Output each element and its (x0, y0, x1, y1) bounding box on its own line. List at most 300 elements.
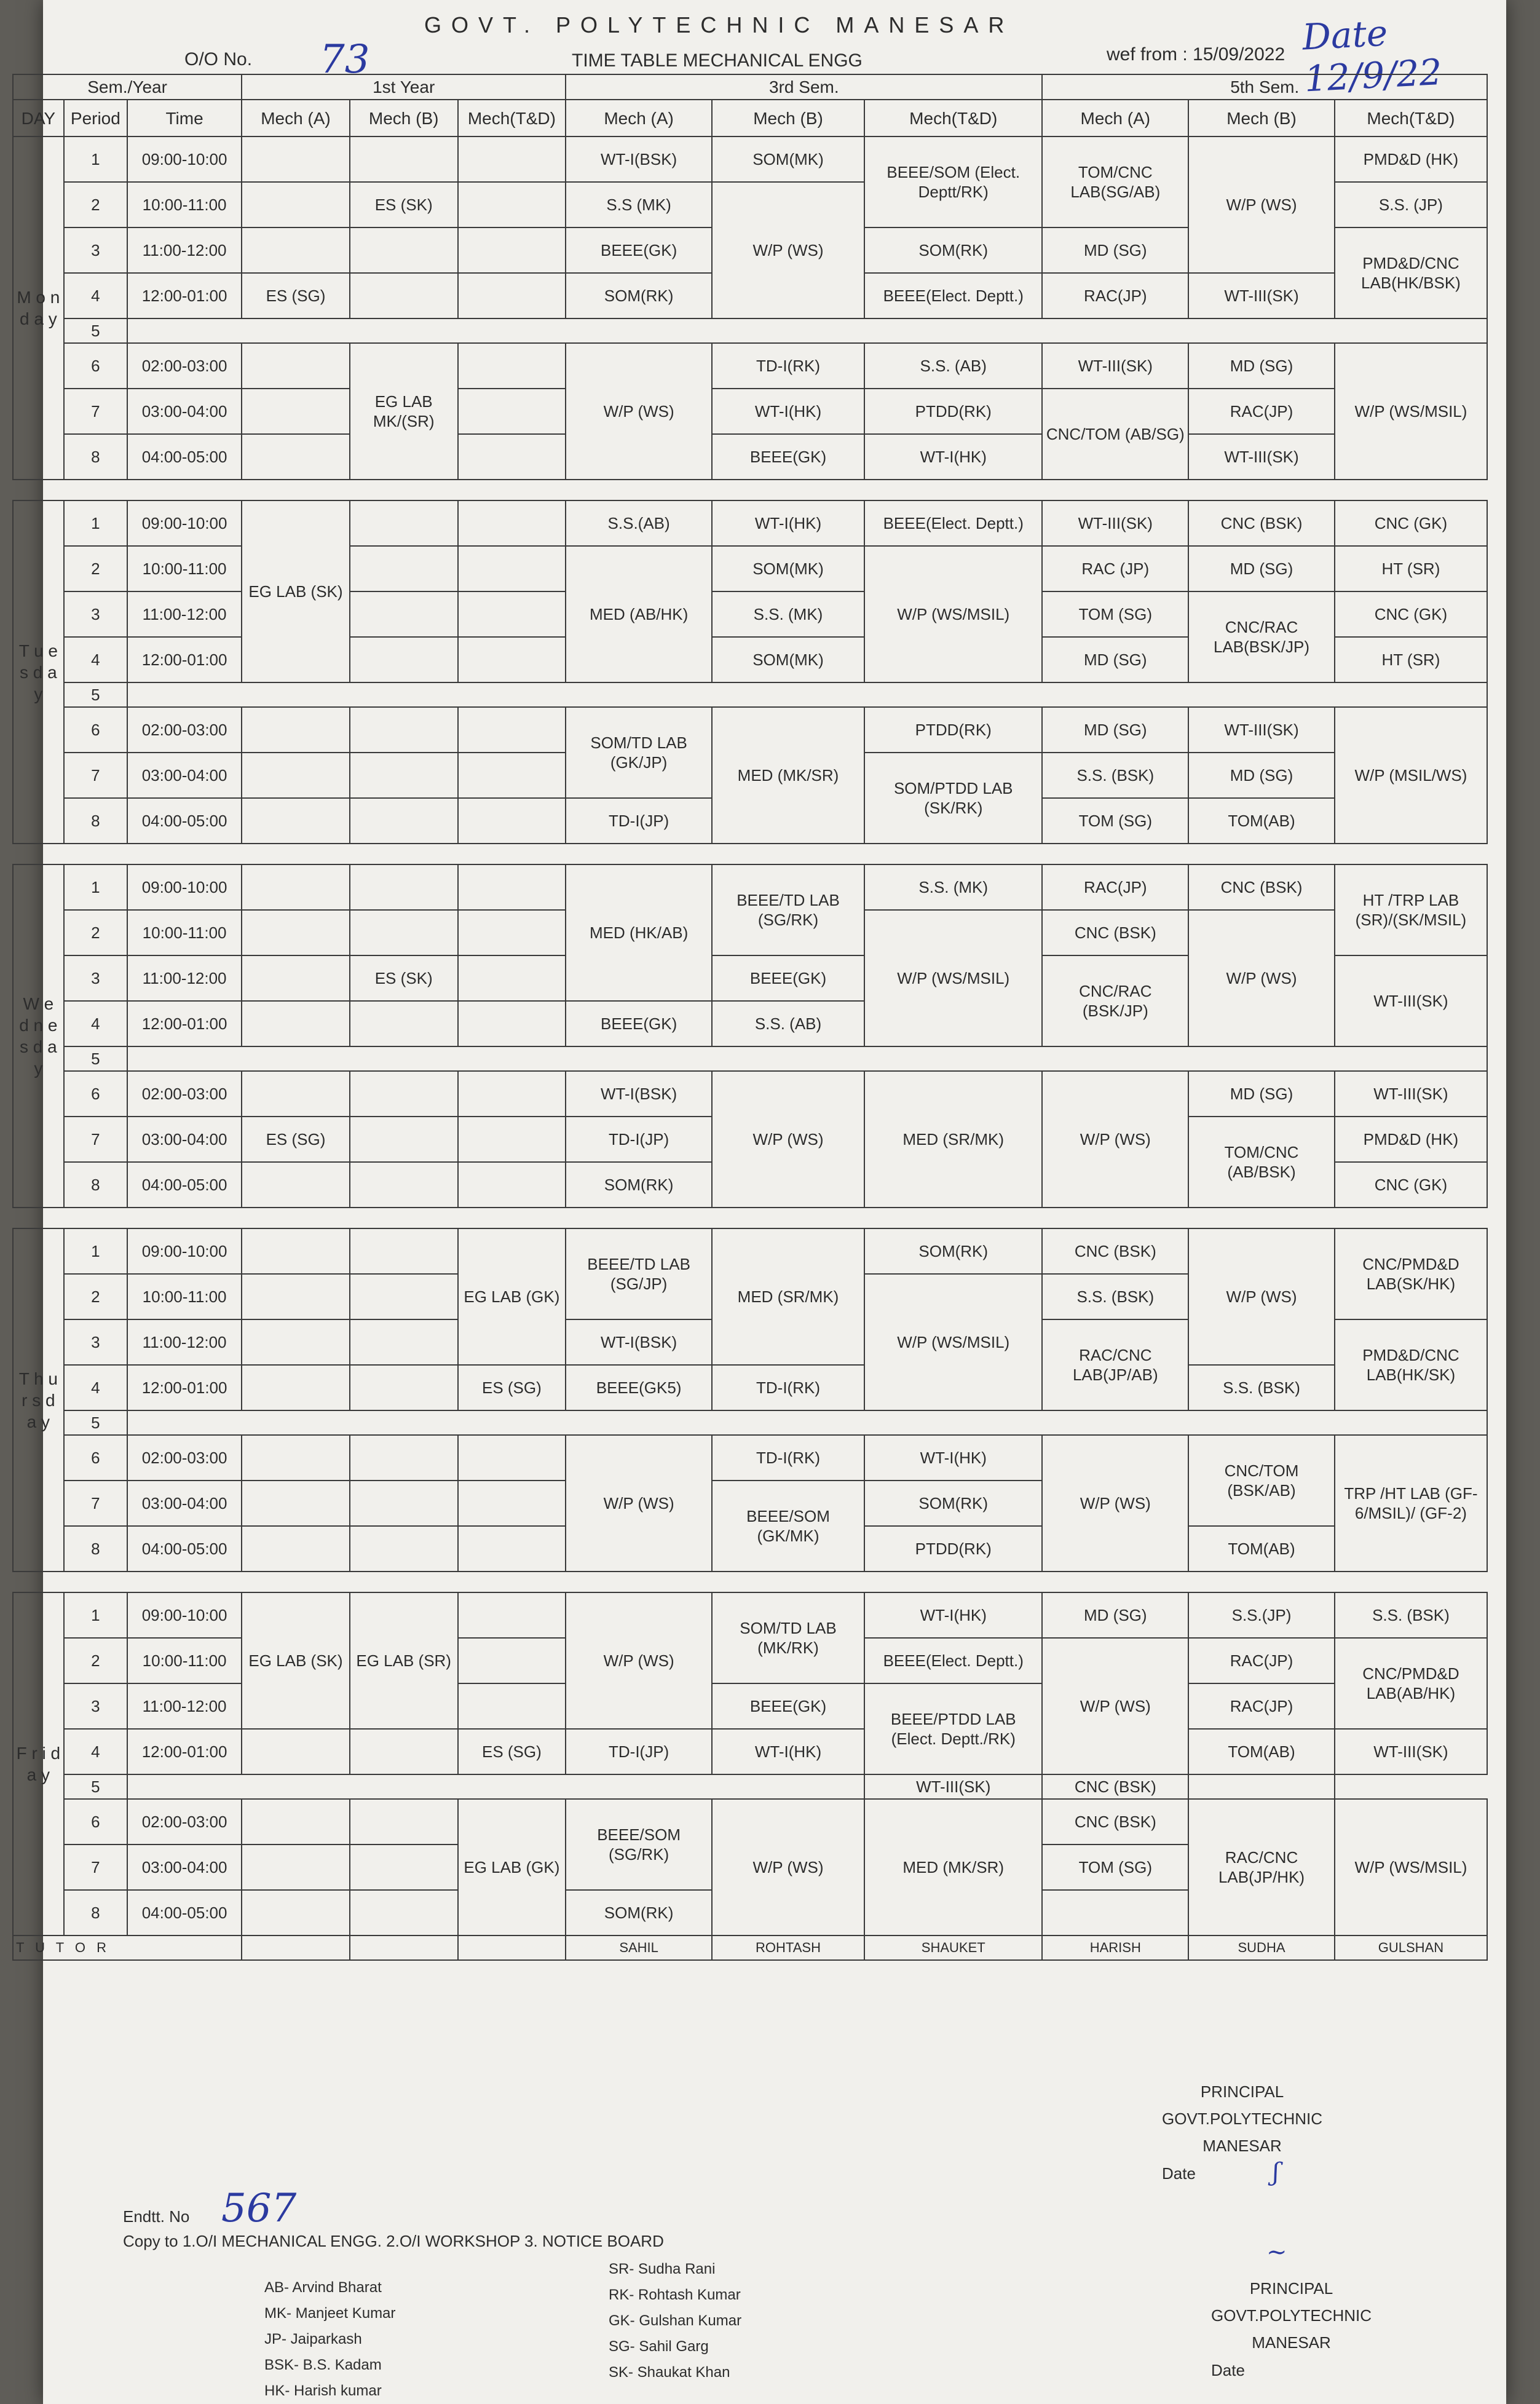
friday-p5-row (13, 1774, 1487, 1799)
monday-p7-row (13, 389, 1487, 434)
col-period: Period (64, 100, 127, 136)
slot-cell (242, 1526, 350, 1572)
slot-cell (458, 1638, 566, 1683)
college-name: GOVT. POLYTECHNIC MANESAR (424, 12, 1014, 38)
slot-cell: WT-III(SK) (1335, 1729, 1487, 1774)
slot-cell: W/P (WS/MSIL) (864, 1274, 1042, 1410)
slot-cell (458, 637, 566, 682)
principal-block-1 (1162, 2078, 1322, 2187)
time-cell: 09:00-10:00 (127, 500, 242, 546)
tuesday-p2-row (13, 546, 1487, 591)
time-cell: 11:00-12:00 (127, 955, 242, 1001)
slot-cell: ES (SK) (350, 955, 458, 1001)
period-cell: 1 (64, 136, 127, 182)
time-cell: 03:00-04:00 (127, 1481, 242, 1526)
slot-cell: TD-I(JP) (566, 798, 712, 844)
period-cell: 1 (64, 1592, 127, 1638)
slot-cell: EG LAB MK/(SR) (350, 343, 458, 480)
slot-cell: W/P (WS) (1188, 136, 1335, 273)
slot-cell: S.S.(AB) (566, 500, 712, 546)
slot-cell: W/P (WS) (1042, 1638, 1188, 1774)
day-wednesday: W e d n e s d a y (13, 864, 64, 1208)
slot-cell: MD (SG) (1188, 343, 1335, 389)
slot-cell: BEEE(Elect. Deptt.) (864, 1638, 1042, 1683)
slot-cell: CNC/RAC LAB(BSK/JP) (1188, 591, 1335, 682)
period-cell: 6 (64, 707, 127, 753)
slot-cell: W/P (WS/MSIL) (1335, 343, 1487, 480)
period-cell: 5 (64, 682, 127, 707)
slot-cell: W/P (WS) (1188, 910, 1335, 1046)
time-cell: 04:00-05:00 (127, 1890, 242, 1935)
slot-cell: W/P (WS) (1042, 1435, 1188, 1572)
slot-cell (458, 1117, 566, 1162)
slot-cell (350, 591, 458, 637)
principal-line: Date (1162, 2164, 1196, 2183)
slot-cell: BEEE/SOM (SG/RK) (566, 1799, 712, 1890)
slot-cell: CNC (BSK) (1042, 1799, 1188, 1845)
slot-cell: MD (SG) (1188, 753, 1335, 798)
slot-cell (458, 1001, 566, 1046)
slot-cell (242, 1435, 350, 1481)
slot-cell: WT-I(BSK) (566, 1319, 712, 1365)
slot-cell: BEEE(GK) (712, 434, 864, 480)
slot-cell (458, 227, 566, 273)
slot-cell (350, 1001, 458, 1046)
tutor-row (13, 1935, 1487, 1960)
col-y1-mech-td: Mech(T&D) (458, 100, 566, 136)
slot-cell: RAC(JP) (1042, 273, 1188, 318)
slot-cell (458, 707, 566, 753)
wednesday-p5-row (13, 1046, 1487, 1071)
thursday-p6-row (13, 1435, 1487, 1481)
slot-cell: WT-III(SK) (864, 1774, 1042, 1799)
slot-cell: TRP /HT LAB (GF-6/MSIL)/ (GF-2) (1335, 1435, 1487, 1572)
slot-cell: W/P (WS/MSIL) (864, 910, 1042, 1046)
day-separator (13, 480, 1487, 500)
slot-cell: PTDD(RK) (864, 707, 1042, 753)
slot-cell: S.S. (JP) (1335, 182, 1487, 227)
slot-cell: PTDD(RK) (864, 1526, 1042, 1572)
slot-cell: MED (SR/MK) (864, 1071, 1042, 1208)
time-cell: 02:00-03:00 (127, 343, 242, 389)
thursday-p1-row (13, 1228, 1487, 1274)
slot-cell: WT-I(HK) (864, 1435, 1042, 1481)
slot-cell: CNC/PMD&D LAB(SK/HK) (1335, 1228, 1487, 1319)
slot-cell: RAC(JP) (1042, 864, 1188, 910)
break-cell (127, 1410, 1487, 1435)
slot-cell: W/P (WS) (566, 1435, 712, 1572)
period-cell: 2 (64, 1274, 127, 1319)
slot-cell: WT-I(HK) (712, 1729, 864, 1774)
time-cell: 11:00-12:00 (127, 227, 242, 273)
slot-cell (458, 753, 566, 798)
slot-cell: CNC (GK) (1335, 1162, 1487, 1208)
slot-cell: EG LAB (GK) (458, 1228, 566, 1365)
period-cell: 8 (64, 434, 127, 480)
slot-cell: TOM(AB) (1188, 1729, 1335, 1774)
slot-cell: SOM(RK) (864, 227, 1042, 273)
slot-cell (242, 955, 350, 1001)
col-s5-mech-td: Mech(T&D) (1335, 100, 1487, 136)
slot-cell (350, 1274, 458, 1319)
slot-cell (242, 1001, 350, 1046)
slot-cell: SOM(MK) (712, 136, 864, 182)
tutor-name: SAHIL (566, 1935, 712, 1960)
sem-year-header: Sem./Year (13, 74, 242, 100)
slot-cell: SOM(RK) (566, 1162, 712, 1208)
slot-cell (458, 1526, 566, 1572)
period-cell: 2 (64, 182, 127, 227)
period-cell: 5 (64, 1410, 127, 1435)
slot-cell: WT-I(HK) (864, 434, 1042, 480)
slot-cell: TOM(AB) (1188, 1526, 1335, 1572)
slot-cell: CNC (BSK) (1042, 1228, 1188, 1274)
slot-cell: WT-I(BSK) (566, 136, 712, 182)
slot-cell: S.S. (BSK) (1335, 1592, 1487, 1638)
abbr-item: JP- Jaiparkash (264, 2331, 362, 2347)
oo-number: 73 (320, 37, 370, 82)
slot-cell (350, 1729, 458, 1774)
slot-cell: BEEE(GK5) (566, 1365, 712, 1410)
col-s5-mech-a: Mech (A) (1042, 100, 1188, 136)
period-cell: 6 (64, 1071, 127, 1117)
slot-cell: MD (SG) (1042, 637, 1188, 682)
slot-cell: WT-III(SK) (1188, 707, 1335, 753)
slot-cell (350, 546, 458, 591)
slot-cell: WT-I(HK) (712, 389, 864, 434)
slot-cell (350, 1228, 458, 1274)
time-cell: 12:00-01:00 (127, 273, 242, 318)
tutor-cell (350, 1935, 458, 1960)
slot-cell (458, 1683, 566, 1729)
slot-cell: W/P (WS) (712, 182, 864, 318)
time-cell: 10:00-11:00 (127, 1274, 242, 1319)
slot-cell: CNC (GK) (1335, 500, 1487, 546)
col-s3-mech-a: Mech (A) (566, 100, 712, 136)
slot-cell: TOM (SG) (1042, 1845, 1188, 1890)
slot-cell: W/P (MSIL/WS) (1335, 707, 1487, 844)
slot-cell: TOM (SG) (1042, 798, 1188, 844)
slot-cell: SOM(RK) (566, 1890, 712, 1935)
tuesday-p1-row (13, 500, 1487, 546)
day-thursday: T h u r s d a y (13, 1228, 64, 1572)
friday-p4-row (13, 1729, 1487, 1774)
slot-cell: PTDD(RK) (864, 389, 1042, 434)
tutor-cell (458, 1935, 566, 1960)
abbr-item: RK- Rohtash Kumar (609, 2287, 741, 2303)
slot-cell (458, 343, 566, 389)
slot-cell (458, 434, 566, 480)
period-cell: 3 (64, 227, 127, 273)
signature-2: ~ (1266, 2238, 1287, 2266)
slot-cell (242, 798, 350, 844)
slot-cell: SOM/TD LAB (GK/JP) (566, 707, 712, 798)
day-separator (13, 1208, 1487, 1228)
slot-cell (350, 1162, 458, 1208)
slot-cell (242, 864, 350, 910)
col-s3-mech-td: Mech(T&D) (864, 100, 1042, 136)
time-cell: 02:00-03:00 (127, 707, 242, 753)
footer (43, 2029, 1506, 2398)
period-cell: 8 (64, 1890, 127, 1935)
tutor-name: SHAUKET (864, 1935, 1042, 1960)
slot-cell: HT (SR) (1335, 546, 1487, 591)
principal-line: PRINCIPAL (1200, 2082, 1284, 2101)
period-cell: 6 (64, 1435, 127, 1481)
time-cell: 12:00-01:00 (127, 637, 242, 682)
slot-cell: CNC/PMD&D LAB(AB/HK) (1335, 1638, 1487, 1729)
slot-cell: BEEE(GK) (712, 1683, 864, 1729)
slot-cell (242, 1274, 350, 1319)
slot-cell: BEEE(GK) (566, 1001, 712, 1046)
slot-cell: HT (SR) (1335, 637, 1487, 682)
slot-cell (350, 707, 458, 753)
time-cell: 09:00-10:00 (127, 1228, 242, 1274)
timetable-grid (12, 74, 1488, 1961)
slot-cell (242, 1799, 350, 1845)
slot-cell: CNC (BSK) (1042, 1774, 1188, 1799)
col-y1-mech-b: Mech (B) (350, 100, 458, 136)
day-monday: M o n d a y (13, 136, 64, 480)
slot-cell: WT-I(HK) (712, 500, 864, 546)
period-cell: 7 (64, 1117, 127, 1162)
slot-cell: TD-I(JP) (566, 1117, 712, 1162)
abbr-item: SG- Sahil Garg (609, 2338, 709, 2355)
period-cell: 2 (64, 910, 127, 955)
slot-cell (350, 798, 458, 844)
slot-cell: SOM(RK) (864, 1228, 1042, 1274)
endtt-label: Endtt. No (123, 2207, 190, 2226)
col-s3-mech-b: Mech (B) (712, 100, 864, 136)
time-cell: 10:00-11:00 (127, 546, 242, 591)
period-cell: 4 (64, 1729, 127, 1774)
sem5-header: 5th Sem. (1042, 74, 1487, 100)
oo-label: O/O No. (184, 49, 253, 69)
slot-cell: RAC/CNC LAB(JP/HK) (1188, 1799, 1335, 1935)
slot-cell: TOM(AB) (1188, 798, 1335, 844)
monday-p5-row (13, 318, 1487, 343)
slot-cell: W/P (WS) (566, 343, 712, 480)
slot-cell: TOM (SG) (1042, 591, 1188, 637)
slot-cell: WT-III(SK) (1335, 955, 1487, 1046)
slot-cell: TOM/CNC LAB(SG/AB) (1042, 136, 1188, 227)
slot-cell (242, 1481, 350, 1526)
slot-cell: RAC(JP) (1188, 1638, 1335, 1683)
day-tuesday: T u e s d a y (13, 500, 64, 844)
time-cell: 04:00-05:00 (127, 1526, 242, 1572)
slot-cell: S.S (MK) (566, 182, 712, 227)
time-cell: 11:00-12:00 (127, 591, 242, 637)
principal-line: Date (1211, 2360, 1245, 2379)
time-cell: 10:00-11:00 (127, 1638, 242, 1683)
slot-cell (458, 864, 566, 910)
slot-cell: ES (SG) (242, 1117, 350, 1162)
slot-cell: PMD&D/CNC LAB(HK/SK) (1335, 1319, 1487, 1410)
period-cell: 7 (64, 389, 127, 434)
slot-cell (242, 343, 350, 389)
abbr-item: BSK- B.S. Kadam (264, 2357, 382, 2373)
slot-cell: CNC/TOM (BSK/AB) (1188, 1435, 1335, 1526)
slot-cell: WT-I(HK) (864, 1592, 1042, 1638)
time-cell: 04:00-05:00 (127, 798, 242, 844)
slot-cell: EG LAB (SK) (242, 500, 350, 682)
copy-to-line: Copy to 1.O/I MECHANICAL ENGG. 2.O/I WORKSHOP 3. NOTICE BOARD (123, 2232, 664, 2250)
period-cell: 7 (64, 1481, 127, 1526)
slot-cell: W/P (WS) (1042, 1071, 1188, 1208)
period-cell: 8 (64, 1526, 127, 1572)
slot-cell: MED (AB/HK) (566, 546, 712, 682)
slot-cell (350, 136, 458, 182)
time-cell: 04:00-05:00 (127, 1162, 242, 1208)
slot-cell: W/P (WS/MSIL) (1335, 1799, 1487, 1935)
slot-cell: TD-I(RK) (712, 343, 864, 389)
slot-cell (458, 182, 566, 227)
period-cell: 8 (64, 798, 127, 844)
year-header-row (13, 74, 1487, 100)
col-time: Time (127, 100, 242, 136)
slot-cell: EG LAB (SK) (242, 1592, 350, 1729)
wef-date: wef from : 15/09/2022 (1107, 44, 1285, 65)
slot-cell: MED (MK/SR) (864, 1799, 1042, 1935)
slot-cell (350, 1365, 458, 1410)
slot-cell: SOM(RK) (566, 273, 712, 318)
slot-cell: S.S. (BSK) (1042, 1274, 1188, 1319)
slot-cell: BEEE/TD LAB (SG/JP) (566, 1228, 712, 1319)
slot-cell: CNC/TOM (AB/SG) (1042, 389, 1188, 480)
slot-cell: BEEE(Elect. Deptt.) (864, 273, 1042, 318)
slot-cell: ES (SG) (242, 273, 350, 318)
slot-cell (458, 1592, 566, 1638)
slot-cell: RAC (JP) (1042, 546, 1188, 591)
sem3-header: 3rd Sem. (566, 74, 1042, 100)
column-header-row (13, 100, 1487, 136)
slot-cell: MED (MK/SR) (712, 707, 864, 844)
period-cell: 6 (64, 1799, 127, 1845)
slot-cell: BEEE/PTDD LAB (Elect. Deptt./RK) (864, 1683, 1042, 1774)
slot-cell: CNC (BSK) (1188, 864, 1335, 910)
slot-cell: TOM/CNC (AB/BSK) (1188, 1117, 1335, 1208)
slot-cell (458, 500, 566, 546)
slot-cell (242, 136, 350, 182)
period-cell: 4 (64, 1001, 127, 1046)
slot-cell (242, 1890, 350, 1935)
tutor-name: SUDHA (1188, 1935, 1335, 1960)
slot-cell (242, 1228, 350, 1274)
slot-cell: W/P (WS) (712, 1071, 864, 1208)
slot-cell: SOM/PTDD LAB (SK/RK) (864, 753, 1042, 844)
slot-cell: S.S. (BSK) (1188, 1365, 1335, 1410)
slot-cell (242, 1071, 350, 1117)
abbr-item: HK- Harish kumar (264, 2382, 382, 2399)
period-cell: 3 (64, 1683, 127, 1729)
slot-cell (350, 1481, 458, 1526)
time-cell: 03:00-04:00 (127, 1845, 242, 1890)
period-cell: 3 (64, 955, 127, 1001)
time-cell: 12:00-01:00 (127, 1365, 242, 1410)
slot-cell (350, 273, 458, 318)
time-cell: 03:00-04:00 (127, 753, 242, 798)
slot-cell: S.S. (MK) (864, 864, 1042, 910)
slot-cell (350, 637, 458, 682)
slot-cell: MD (SG) (1042, 707, 1188, 753)
slot-cell: BEEE(Elect. Deptt.) (864, 500, 1042, 546)
time-cell: 09:00-10:00 (127, 136, 242, 182)
abbr-item: AB- Arvind Bharat (264, 2279, 382, 2296)
slot-cell: MED (SR/MK) (712, 1228, 864, 1365)
slot-cell: MD (SG) (1042, 1592, 1188, 1638)
day-separator (13, 1572, 1487, 1592)
slot-cell: HT /TRP LAB (SR)/(SK/MSIL) (1335, 864, 1487, 955)
slot-cell: TD-I(RK) (712, 1365, 864, 1410)
slot-cell (458, 546, 566, 591)
slot-cell (458, 136, 566, 182)
slot-cell: EG LAB (SR) (350, 1592, 458, 1729)
slot-cell (458, 910, 566, 955)
principal-line: MANESAR (1252, 2333, 1331, 2352)
slot-cell: BEEE/SOM (GK/MK) (712, 1481, 864, 1572)
slot-cell: EG LAB (GK) (458, 1799, 566, 1935)
slot-cell (242, 1729, 350, 1774)
slot-cell (242, 1319, 350, 1365)
tuesday-p5-row (13, 682, 1487, 707)
time-cell: 11:00-12:00 (127, 1319, 242, 1365)
break-cell (127, 1774, 864, 1799)
monday-p6-row (13, 343, 1487, 389)
period-cell: 3 (64, 591, 127, 637)
time-cell: 10:00-11:00 (127, 182, 242, 227)
tutor-label: T U T O R (13, 1935, 242, 1960)
slot-cell (242, 182, 350, 227)
tuesday-p3-row (13, 591, 1487, 637)
monday-p1-row (13, 136, 1487, 182)
slot-cell (242, 707, 350, 753)
year1-header: 1st Year (242, 74, 566, 100)
slot-cell (350, 1799, 458, 1845)
slot-cell: MED (HK/AB) (566, 864, 712, 1001)
slot-cell: W/P (WS) (566, 1592, 712, 1729)
break-cell (127, 1046, 1487, 1071)
slot-cell: S.S. (BSK) (1042, 753, 1188, 798)
slot-cell: SOM(MK) (712, 546, 864, 591)
period-cell: 3 (64, 1319, 127, 1365)
friday-p6-row (13, 1799, 1487, 1845)
slot-cell: MD (SG) (1188, 546, 1335, 591)
slot-cell (350, 753, 458, 798)
slot-cell: CNC (BSK) (1042, 910, 1188, 955)
slot-cell (1188, 1774, 1335, 1799)
slot-cell: CNC (GK) (1335, 591, 1487, 637)
slot-cell (458, 1435, 566, 1481)
slot-cell: ES (SG) (458, 1365, 566, 1410)
tutor-name: ROHTASH (712, 1935, 864, 1960)
slot-cell: MD (SG) (1042, 227, 1188, 273)
slot-cell: BEEE(GK) (712, 955, 864, 1001)
day-friday: F r i d a y (13, 1592, 64, 1935)
principal-line: PRINCIPAL (1249, 2279, 1333, 2298)
time-cell: 04:00-05:00 (127, 434, 242, 480)
slot-cell (350, 227, 458, 273)
slot-cell: WT-III(SK) (1188, 434, 1335, 480)
period-cell: 5 (64, 1774, 127, 1799)
slot-cell: RAC(JP) (1188, 389, 1335, 434)
break-cell (127, 318, 1487, 343)
slot-cell: SOM(RK) (864, 1481, 1042, 1526)
friday-p1-row (13, 1592, 1487, 1638)
principal-line: GOVT.POLYTECHNIC (1211, 2306, 1372, 2325)
time-cell: 12:00-01:00 (127, 1001, 242, 1046)
slot-cell: SOM(MK) (712, 637, 864, 682)
slot-cell: WT-III(SK) (1042, 500, 1188, 546)
